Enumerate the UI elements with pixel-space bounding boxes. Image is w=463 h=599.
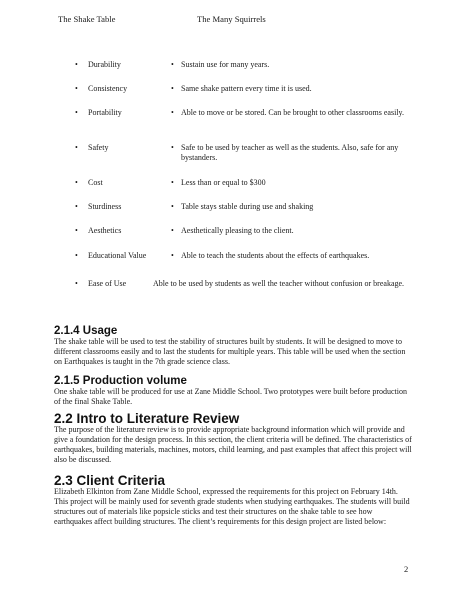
criteria-desc: Table stays stable during use and shaking xyxy=(181,202,314,211)
bullet-icon: • xyxy=(75,226,78,235)
criteria-name: Durability xyxy=(88,60,121,69)
bullet-icon: • xyxy=(171,84,174,93)
section-body-usage: The shake table will be used to test the stability of structures built by students. It will be designed to move to different classrooms easily and to last the students for multiple years. This table will be used when the section on Earthquakes is taught in the 7th grade science class. xyxy=(54,337,406,366)
criteria-name: Sturdiness xyxy=(88,202,122,211)
bullet-icon: • xyxy=(75,108,78,117)
criteria-name: Cost xyxy=(88,178,103,187)
bullet-icon: • xyxy=(75,178,78,187)
criteria-desc: Less than or equal to $300 xyxy=(181,178,266,187)
bullet-icon: • xyxy=(171,108,174,117)
criteria-desc: Same shake pattern every time it is used. xyxy=(181,84,312,93)
section-body-production: One shake table will be produced for use at Zane Middle School. Two prototypes were built before production of the final Shake Table. xyxy=(54,387,407,406)
criteria-desc: Able to be used by students as well the teacher without confusion or breakage. xyxy=(153,279,405,288)
criteria-desc: Safe to be used by teacher as well as the students. Also, safe for any bystanders. xyxy=(181,143,399,162)
criteria-name: Safety xyxy=(88,143,109,152)
criteria-name: Ease of Use xyxy=(88,279,127,288)
section-body-literature-review: The purpose of the literature review is to provide appropriate background information which will provide and give a foundation for the design process. In this section, the client criteria will be defined. The characteristics of earthquakes, building materials, machines, motors, child learning, and past examples that affect this project will also be discussed. xyxy=(54,425,412,464)
criteria-desc: Aesthetically pleasing to the client. xyxy=(181,226,294,235)
bullet-icon: • xyxy=(171,143,174,152)
section-body-client-criteria: Elizabeth Elkinton from Zane Middle School, expressed the requirements for this project on February 14th. This project will be mainly used for seventh grade students when studying earthquakes. The students will build structures out of materials like popsicle sticks and test their structures on the shake table to see how earthquakes affect building structures. The client’s requirements for this design project are listed below: xyxy=(54,487,410,526)
criteria-name: Educational Value xyxy=(88,251,147,260)
bullet-icon: • xyxy=(75,202,78,211)
criteria-desc: Able to move or be stored. Can be brought to other classrooms easily. xyxy=(181,108,404,117)
section-heading-usage: 2.1.4 Usage xyxy=(54,325,118,337)
bullet-icon: • xyxy=(171,226,174,235)
header-team-name: The Many Squirrels xyxy=(197,14,266,24)
header-doc-title: The Shake Table xyxy=(58,14,116,24)
bullet-icon: • xyxy=(171,251,174,260)
criteria-name: Consistency xyxy=(88,84,128,93)
bullet-icon: • xyxy=(75,251,78,260)
bullet-icon: • xyxy=(75,279,78,288)
page-number: 2 xyxy=(404,564,409,574)
criteria-name: Portability xyxy=(88,108,122,117)
bullet-icon: • xyxy=(75,143,78,152)
bullet-icon: • xyxy=(75,60,78,69)
section-heading-literature-review: 2.2 Intro to Literature Review xyxy=(54,411,240,426)
bullet-icon: • xyxy=(171,60,174,69)
bullet-icon: • xyxy=(171,178,174,187)
criteria-desc: Sustain use for many years. xyxy=(181,60,270,69)
section-heading-client-criteria: 2.3 Client Criteria xyxy=(54,473,166,488)
criteria-name: Aesthetics xyxy=(88,226,122,235)
section-heading-production: 2.1.5 Production volume xyxy=(54,375,187,387)
bullet-icon: • xyxy=(75,84,78,93)
bullet-icon: • xyxy=(171,202,174,211)
criteria-desc: Able to teach the students about the effects of earthquakes. xyxy=(181,251,370,260)
